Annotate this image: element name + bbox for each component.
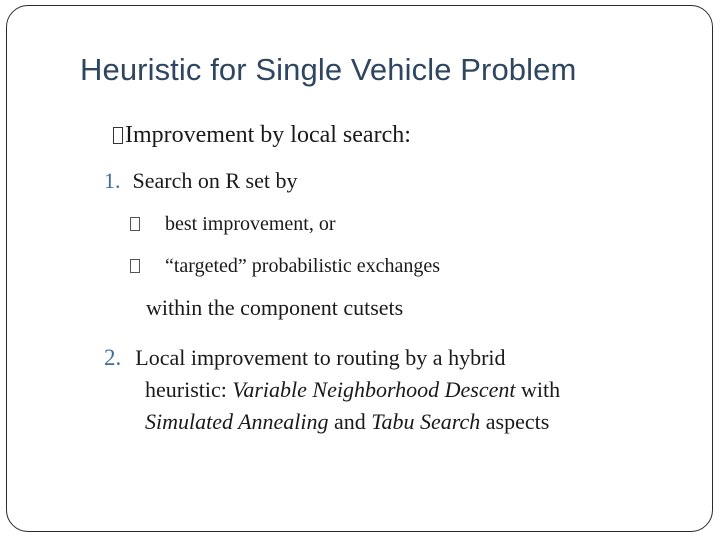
bullet-box-icon [113,127,123,144]
list-item-2-line2 [145,377,560,403]
list-item-2-line1: Local improvement to routing by a hybrid [135,345,506,370]
list-item-2 [104,345,506,371]
line2-italic: Variable Neighborhood Descent [232,377,516,402]
list-item-2-line3 [145,409,549,435]
list-item-1-text: Search on R set by [132,168,298,193]
list-number-2: 2. [104,345,122,370]
line2-prefix: heuristic: [145,377,233,402]
line3-mid: and [328,409,372,434]
line3-italic-1: Simulated Annealing [145,409,329,434]
sub-bullet-1-text: best improvement, or [165,213,336,235]
list-number-1: 1. [104,168,121,193]
heading-text: Improvement by local search: [125,122,411,148]
sub-bullet-2 [130,255,440,278]
line2-suffix: with [515,377,561,402]
bullet-box-icon [130,259,140,273]
heading-line [113,122,411,149]
list-item-1 [104,168,297,194]
sub-bullet-1 [130,213,336,236]
slide-title: Heuristic for Single Vehicle Problem [80,52,577,87]
list-item-1-continuation: within the component cutsets [146,295,404,320]
bullet-box-icon [130,217,140,231]
line3-suffix: aspects [480,409,550,434]
sub-bullet-2-text: “targeted” probabilistic exchanges [165,255,441,277]
line3-italic-2: Tabu Search [371,409,481,434]
